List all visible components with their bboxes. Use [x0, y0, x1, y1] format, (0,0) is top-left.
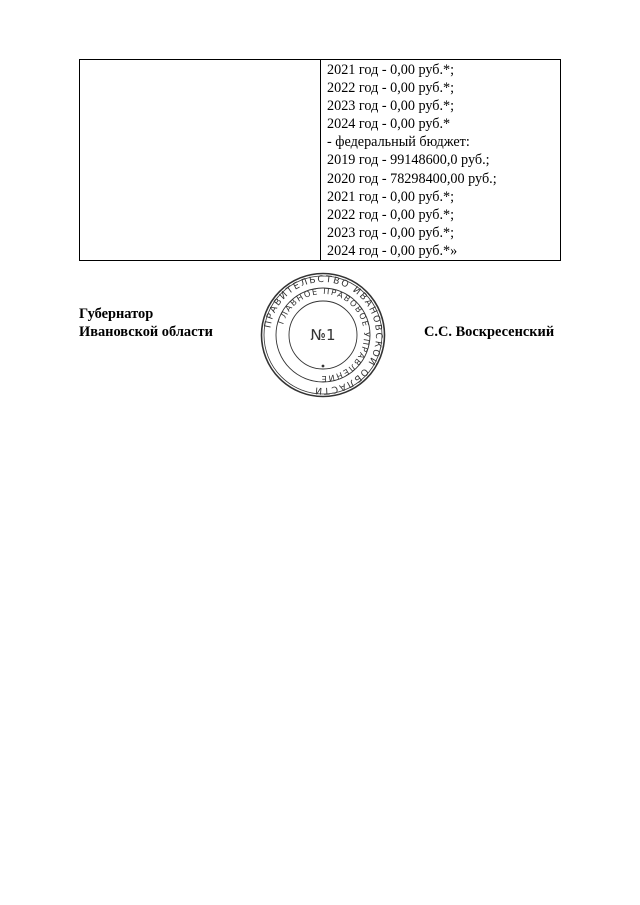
signatory-position: Губернатор: [79, 306, 154, 322]
table-cell-empty: [80, 60, 321, 261]
funding-line: 2020 год - 78298400,00 руб.;: [327, 170, 497, 187]
signatory-title: [79, 305, 213, 341]
funding-line: 2022 год - 0,00 руб.*;: [327, 80, 455, 97]
funding-line: 2023 год - 0,00 руб.*;: [327, 224, 455, 241]
funding-line: 2024 год - 0,00 руб.*: [327, 116, 451, 133]
signatory-name: С.С. Воскресенский: [424, 324, 555, 340]
official-stamp: [260, 272, 386, 398]
table-row: [80, 60, 561, 261]
funding-line: 2023 год - 0,00 руб.*;: [327, 98, 455, 115]
funding-line: 2019 год - 99148600,0 руб.;: [327, 152, 490, 169]
funding-line: 2024 год - 0,00 руб.*»: [327, 242, 458, 259]
stamp-inner-text: ГЛАВНОЕ ПРАВОВОЕ УПРАВЛЕНИЕ: [275, 285, 373, 385]
signatory-region: Ивановской области: [79, 324, 213, 340]
funding-line: 2021 год - 0,00 руб.*;: [327, 62, 455, 78]
funding-line: 2022 год - 0,00 руб.*;: [327, 206, 455, 223]
funding-table: [79, 59, 561, 261]
stamp-outer-text: ПРАВИТЕЛЬСТВО ИВАНОВСКОЙ ОБЛАСТИ: [262, 273, 385, 397]
stamp-star-dot: [322, 365, 325, 368]
funding-source-label: - федеральный бюджет:: [327, 134, 470, 151]
stamp-center-number: №1: [310, 326, 336, 344]
table-cell-funding: [321, 60, 561, 261]
funding-line: 2021 год - 0,00 руб.*;: [327, 188, 455, 205]
